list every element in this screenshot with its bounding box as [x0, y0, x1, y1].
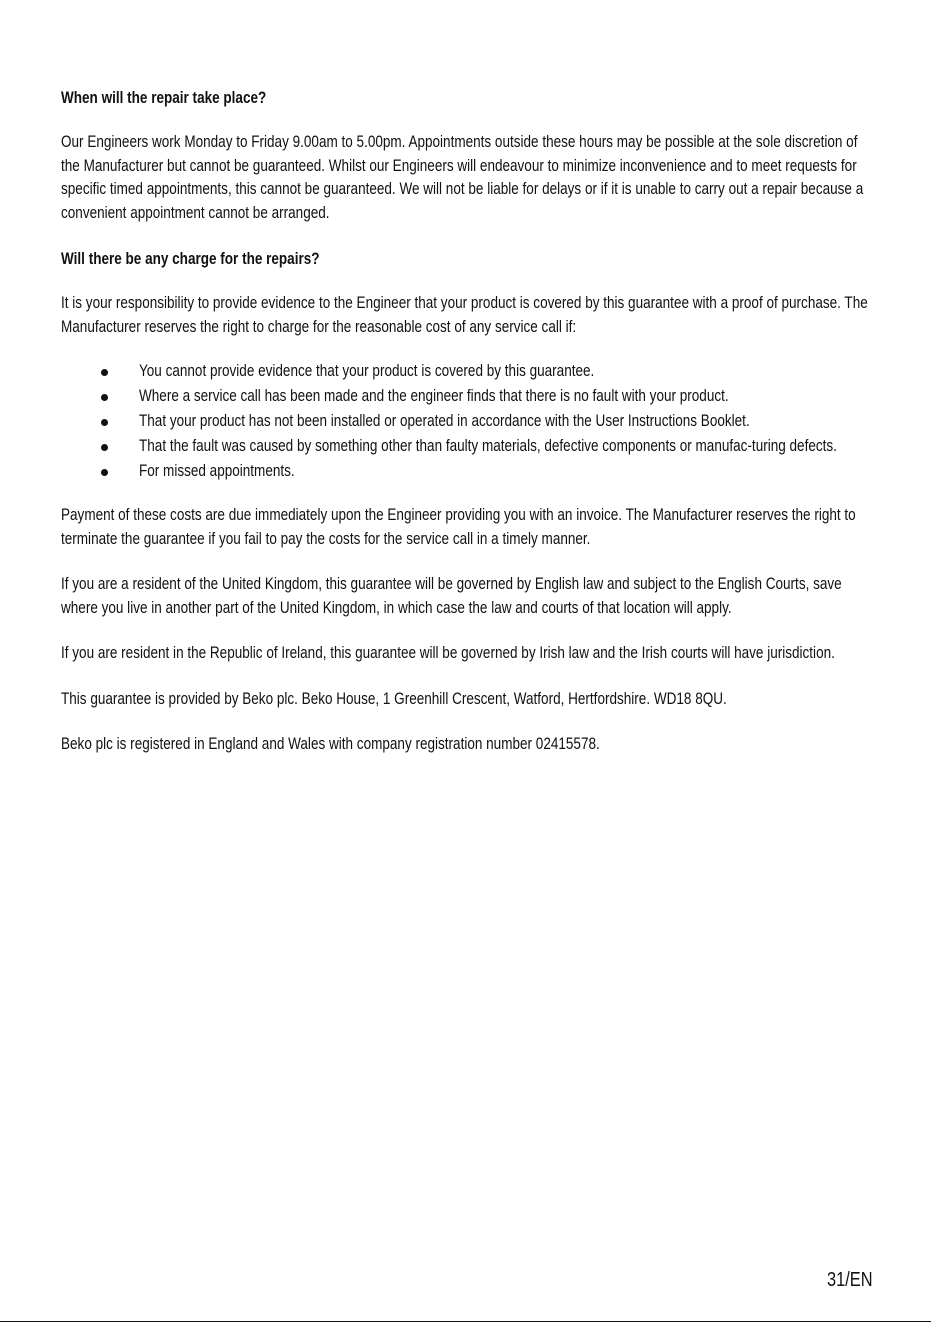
uk-law-text: If you are a resident of the United Kingdom, this guarantee will be governed by English law and subject to the English Courts, save where you live in another part of the United Kingdom, in which case the law and courts of that location will apply. — [61, 575, 842, 617]
bullet-icon — [101, 444, 108, 451]
section-heading-repair-timing: When will the repair take place? — [61, 89, 267, 107]
payment-paragraph — [61, 504, 873, 551]
bullet-icon — [101, 419, 108, 426]
list-item: Where a service call has been made and the engineer finds that there is no fault with your product. — [61, 384, 873, 409]
bullet-icon — [101, 369, 108, 376]
list-item: For missed appointments. — [61, 459, 873, 484]
charges-bullet-list — [61, 359, 873, 484]
list-item: You cannot provide evidence that your product is covered by this guarantee. — [61, 359, 873, 384]
list-item: That the fault was caused by something other than faulty materials, defective components or manufac-turing defects. — [61, 434, 873, 459]
charges-intro-text: It is your responsibility to provide evidence to the Engineer that your product is covered by this guarantee with a proof of purchase. The Manufacturer reserves the right to charge for the reasonable cost of any service call if: — [61, 294, 868, 336]
bottom-divider — [0, 1321, 931, 1322]
bullet-icon — [101, 469, 108, 476]
payment-text: Payment of these costs are due immediately upon the Engineer providing you with an invoice. The Manufacturer reserves the right to terminate the guarantee if you fail to pay the costs for the service call in a timely manner. — [61, 506, 856, 548]
repair-timing-text: Our Engineers work Monday to Friday 9.00am to 5.00pm. Appointments outside these hours may be possible at the sole discretion of the Manufacturer but cannot be guaranteed. Whilst our Engineers will endeavour to minimize inconvenience and to meet requests for specific timed appointments, this cannot be guaranteed. We will not be liable for delays or if it is unable to carry out a repair because a convenient appointment cannot be arranged. — [61, 133, 864, 222]
uk-law-paragraph — [61, 573, 873, 620]
ireland-law-text: If you are resident in the Republic of Ireland, this guarantee will be governed by Irish law and the Irish courts will have jurisdiction. — [61, 644, 835, 662]
ireland-law-paragraph — [61, 642, 873, 666]
provider-paragraph — [61, 688, 873, 712]
repair-timing-paragraph — [61, 131, 873, 225]
page-number: 31/EN — [827, 1269, 873, 1291]
document-page — [61, 86, 873, 757]
provider-text: This guarantee is provided by Beko plc. Beko House, 1 Greenhill Crescent, Watford, Hertfordshire. WD18 8QU. — [61, 689, 727, 708]
charges-intro-paragraph — [61, 292, 873, 339]
section-heading-repair-charges: Will there be any charge for the repairs? — [61, 250, 320, 268]
list-item: That your product has not been installed or operated in accordance with the User Instructions Booklet. — [61, 409, 873, 434]
bullet-icon — [101, 394, 108, 401]
registration-text: Beko plc is registered in England and Wales with company registration number 02415578. — [61, 735, 600, 753]
registration-paragraph — [61, 733, 873, 757]
